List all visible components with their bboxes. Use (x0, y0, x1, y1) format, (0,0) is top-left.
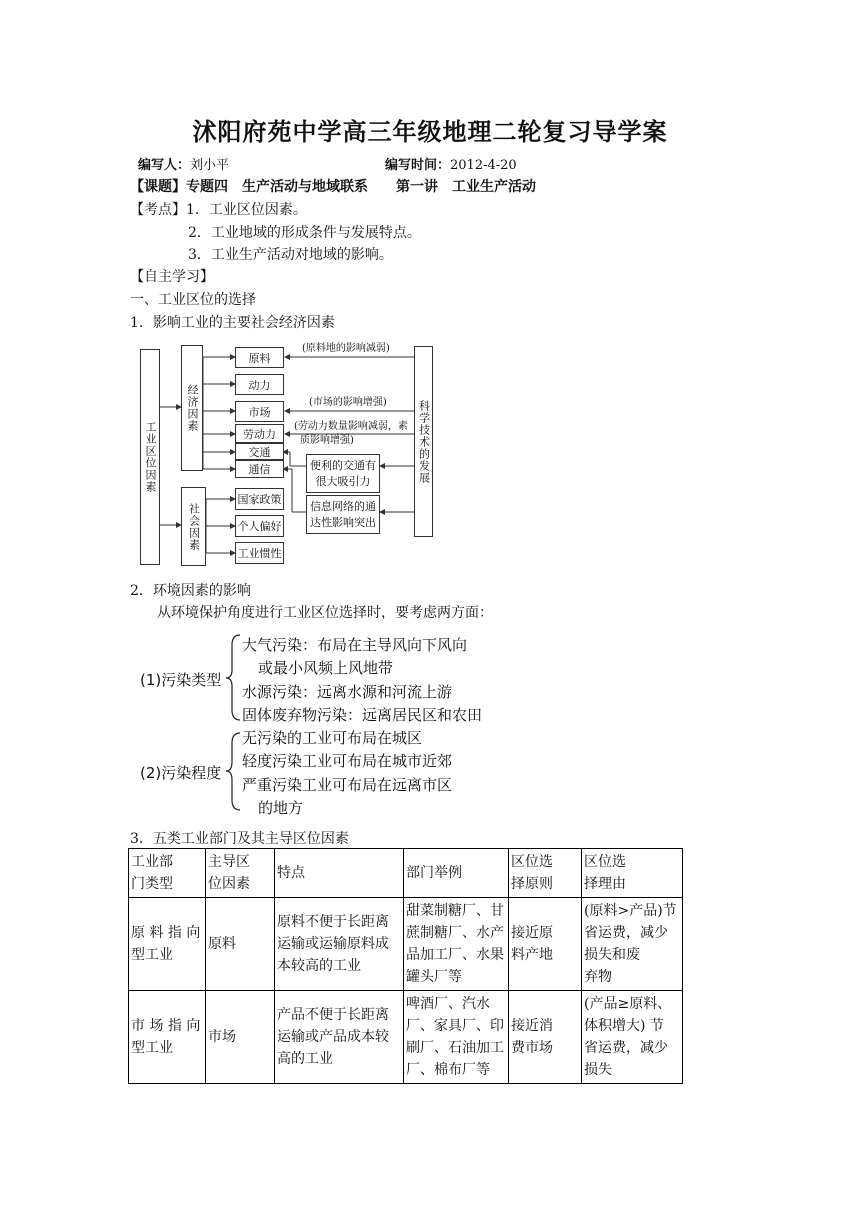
topic-tag: 【课题】 (130, 179, 186, 195)
table-cell: 市 场 指 向 型工业 (129, 991, 206, 1084)
section-heading: 一、工业区位的选择 (130, 292, 256, 308)
item-heading: 2．环境因素的影响 (130, 583, 251, 599)
note-labor-line: 质影响增强) (300, 435, 354, 446)
zizhu-heading: 【自主学习】 (130, 269, 214, 285)
note-market: (市场的影响增强) (309, 397, 387, 408)
econ-item-raw: 原料 (235, 347, 284, 368)
env-item: 无污染的工业可布局在城区 (242, 729, 423, 747)
env-group-2-label: (2)污染程度 (140, 764, 222, 782)
table-cell: 原 料 指 向 型工业 (129, 898, 206, 991)
table-header-cell: 部门举例 (404, 849, 509, 898)
econ-item-transport: 交通 (235, 443, 284, 460)
econ-item-labor: 劳动力 (235, 424, 284, 443)
item-heading: 3．五类工业部门及其主导区位因素 (130, 831, 349, 847)
tech-box: 科学技术的发展 (414, 346, 433, 537)
social-item-inertia: 工业惯性 (235, 542, 284, 564)
table-cell: 产品不便于长距离 运输或产品成本较 高的工业 (275, 991, 404, 1084)
env-item: 的地方 (258, 799, 304, 817)
table-cell: 甜菜制糖厂、甘 蔗制糖厂、水产 品加工厂、水果 罐头厂等 (404, 898, 509, 991)
table-header-cell: 工业部 门类型 (129, 849, 206, 898)
note-raw: (原料地的影响减弱) (302, 343, 390, 354)
time-label: 编写时间： (385, 158, 451, 173)
item-heading: 1．影响工业的主要社会经济因素 (130, 315, 335, 331)
econ-item-power: 动力 (235, 374, 284, 395)
author-name: 刘小平 (190, 158, 230, 173)
kaodian-tag: 【考点】 (130, 202, 186, 218)
time-value: 2012-4-20 (450, 158, 517, 173)
env-item: 固体废弃物污染：远离居民区和农田 (242, 706, 483, 724)
econ-item-market: 市场 (235, 401, 284, 422)
info-box-line: 信息网络的通 (310, 499, 376, 513)
kaodian-item: 1．工业区位因素。 (186, 202, 307, 218)
table-cell: (产品≥原料、 体积增大) 节 省运费，减少 损失 (582, 991, 683, 1084)
topic-text: 专题四 生产活动与地域联系 第一讲 工业生产活动 (186, 179, 536, 195)
table-header-row (129, 849, 683, 898)
table-cell: 啤酒厂、汽水 厂、家具厂、印 刷厂、石油加工 厂、棉布厂等 (404, 991, 509, 1084)
table-cell: 接近原 料产地 (509, 898, 582, 991)
transport-box-line: 便利的交通有 (310, 458, 376, 472)
table-cell: 原料不便于长距离 运输或运输原料成 本较高的工业 (275, 898, 404, 991)
table-cell: 接近消 费市场 (509, 991, 582, 1084)
table-header-cell: 主导区 位因素 (206, 849, 275, 898)
env-item: 严重污染工业可布局在远离市区 (242, 776, 453, 794)
social-factor-box: 社会因素 (181, 487, 206, 566)
env-item: 轻度污染工业可布局在城市近郊 (242, 752, 453, 770)
note-labor-line: (劳动力数量影响减弱，素 (294, 421, 408, 432)
table-cell: 原料 (206, 898, 275, 991)
main-factor-box: 工业区位因素 (140, 349, 160, 565)
transport-box-line: 很大吸引力 (315, 474, 371, 488)
industry-table (128, 848, 683, 1084)
table-cell: (原料>产品)节 省运费，减少 损失和废 弃物 (582, 898, 683, 991)
kaodian-item: 2．工业地域的形成条件与发展特点。 (188, 225, 421, 241)
kaodian-item: 3．工业生产活动对地域的影响。 (188, 247, 393, 263)
item2-text: 从环境保护角度进行工业区位选择时，要考虑两方面： (157, 605, 493, 621)
social-item-preference: 个人偏好 (235, 515, 284, 537)
table-row (129, 991, 683, 1084)
page-title: 沭阳府苑中学高三年级地理二轮复习导学案 (192, 117, 668, 146)
env-group-1-label: (1)污染类型 (140, 671, 222, 689)
env-item: 水源污染：远离水源和河流上游 (242, 683, 453, 701)
info-box-line: 达性影响突出 (310, 515, 376, 529)
table-row (129, 898, 683, 991)
table-cell: 市场 (206, 991, 275, 1084)
econ-factor-box: 经济因素 (181, 345, 203, 471)
social-item-policy: 国家政策 (235, 488, 284, 510)
econ-item-comm: 通信 (235, 460, 284, 478)
table-header-cell: 区位选 择理由 (582, 849, 683, 898)
table-header-cell: 区位选 择原则 (509, 849, 582, 898)
table-header-cell: 特点 (275, 849, 404, 898)
env-item: 大气污染：布局在主导风向下风向 (242, 636, 468, 654)
env-item: 或最小风频上风地带 (258, 659, 394, 677)
author-label: 编写人： (138, 158, 191, 173)
